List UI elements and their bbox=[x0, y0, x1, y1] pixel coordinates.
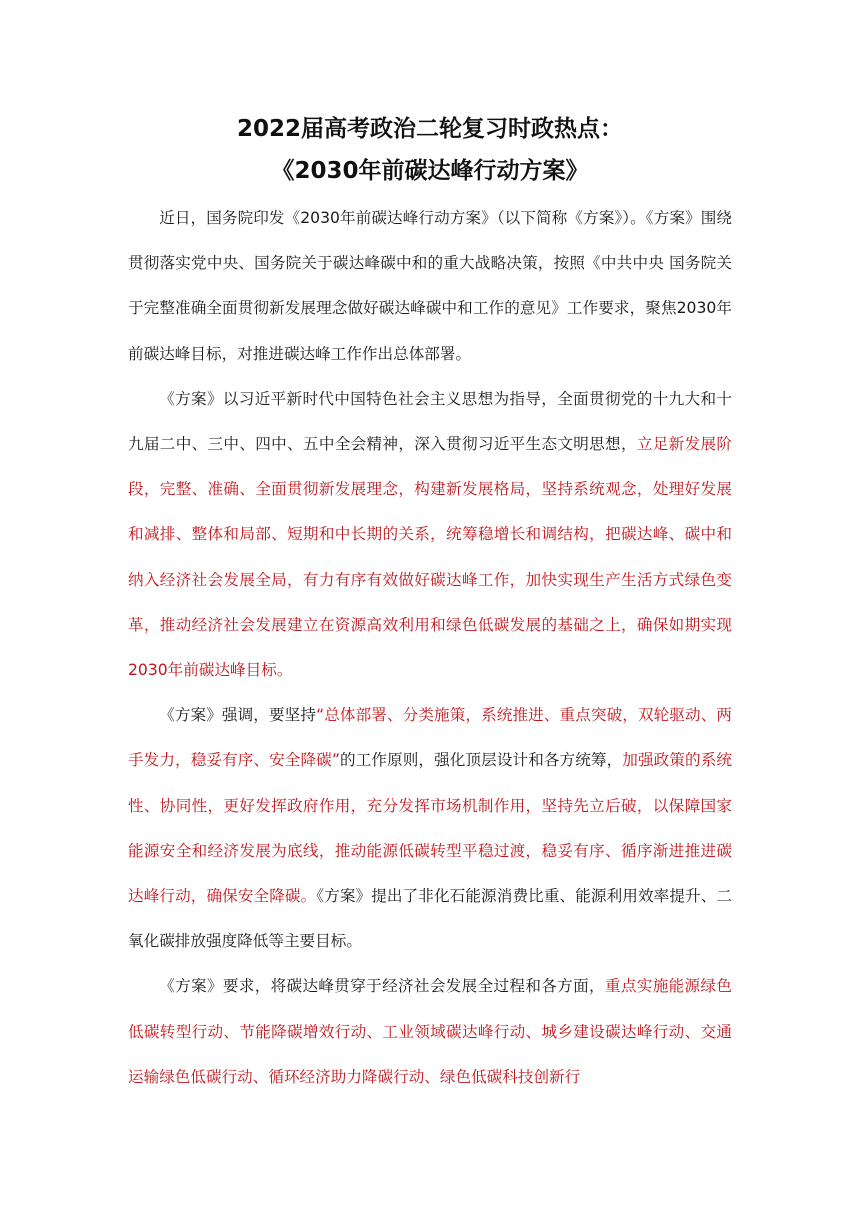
paragraph-3-highlight-a: “总体部署、分类施策，系统推进、重点突破，双轮驱动、两手发力，稳妥有序、安全降碳” bbox=[128, 706, 732, 770]
paragraph-2-highlight: 立足新发展阶段，完整、准确、全面贯彻新发展理念，构建新发展格局，坚持系统观念，处理好发展和减排、整体和局部、短期和中长期的关系，统筹稳增长和调结构，把碳达峰、碳中和纳入经济社会发展全局，有力有序有效做好碳达峰工作，加快实现生产生活方式绿色变革，推动经济社会发展建立在资源高效利用和绿色低碳发展的基础之上，确保如期实现2030年前碳达峰目标。 bbox=[128, 435, 732, 680]
paragraph-3-text-b: 的工作原则，强化顶层设计和各方统筹， bbox=[339, 751, 623, 770]
document-title bbox=[128, 108, 732, 192]
document-body bbox=[128, 196, 732, 1100]
title-line-2: 《2030年前碳达峰行动方案》 bbox=[271, 158, 589, 184]
paragraph-2 bbox=[128, 377, 732, 693]
paragraph-3-text-c: 《方案》提出了非化石能源消费比重、能源利用效率提升、二氧化碳排放强度降低等主要目标。 bbox=[128, 887, 732, 951]
paragraph-1 bbox=[128, 196, 732, 377]
paragraph-1-text: 近日，国务院印发《2030年前碳达峰行动方案》（以下简称《方案》）。《方案》围绕贯彻落实党中央、国务院关于碳达峰碳中和的重大战略决策，按照《中共中央 国务院关于完整准确全面贯彻新发展理念做好碳达峰碳中和工作的意见》工作要求，聚焦2030年前碳达峰目标，对推进碳达峰工作作出总体部署。 bbox=[128, 209, 732, 363]
paragraph-4-text: 《方案》要求，将碳达峰贯穿于经济社会发展全过程和各方面， bbox=[159, 977, 605, 996]
paragraph-3-text-a: 《方案》强调，要坚持 bbox=[159, 706, 317, 725]
title-line-1: 2022届高考政治二轮复习时政热点： bbox=[236, 116, 623, 142]
paragraph-4-highlight: 重点实施能源绿色低碳转型行动、节能降碳增效行动、工业领域碳达峰行动、城乡建设碳达峰行动、交通运输绿色低碳行动、循环经济助力降碳行动、绿色低碳科技创新行 bbox=[128, 977, 732, 1086]
paragraph-2-text: 《方案》以习近平新时代中国特色社会主义思想为指导，全面贯彻党的十九大和十九届二中、三中、四中、五中全会精神，深入贯彻习近平生态文明思想， bbox=[128, 389, 732, 454]
paragraph-3-highlight-b: 加强政策的系统性、协同性，更好发挥政府作用，充分发挥市场机制作用，坚持先立后破，以保障国家能源安全和经济发展为底线，推动能源低碳转型平稳过渡，稳妥有序、循序渐进推进碳达峰行动，确保安全降碳。 bbox=[128, 751, 732, 906]
paragraph-3 bbox=[128, 693, 732, 964]
document-page bbox=[128, 108, 732, 1100]
paragraph-4 bbox=[128, 964, 732, 1100]
